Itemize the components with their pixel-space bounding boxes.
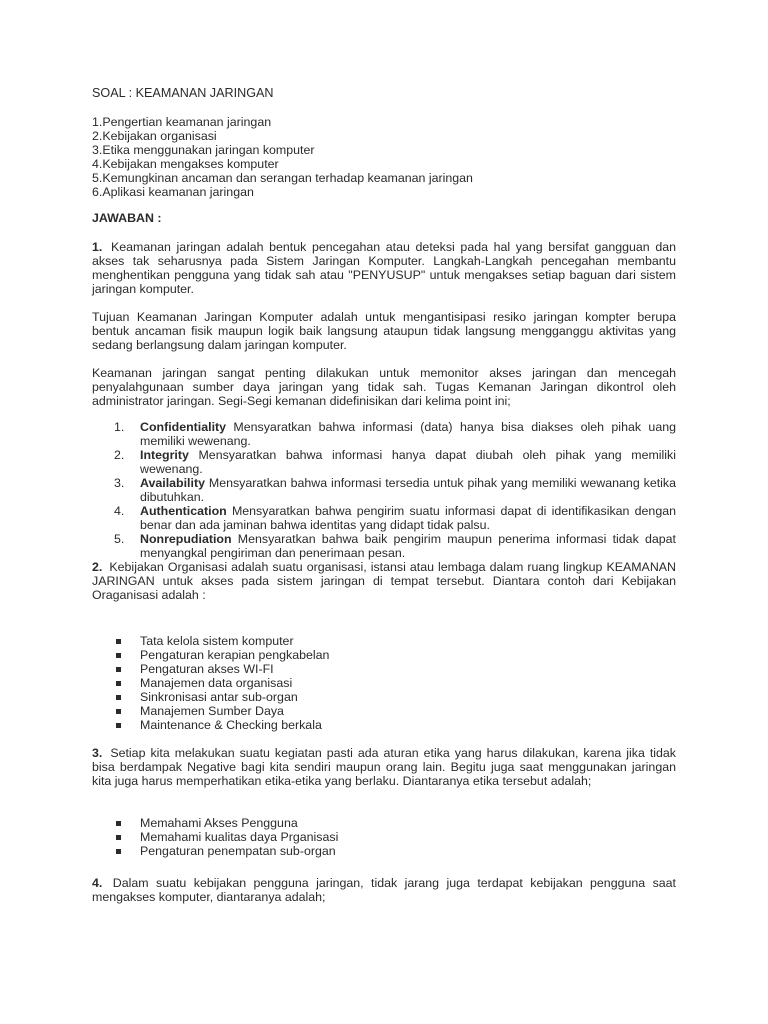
list-item: [92, 662, 676, 676]
bullet-icon: [116, 849, 121, 854]
list-item-text: Memahami kualitas daya Prganisasi: [140, 830, 339, 844]
aspect-description: Mensyaratkan bahwa informasi hanya dapat diubah oleh pihak yang memiliki wewenang.: [140, 448, 676, 476]
question-item: 4.Kebijakan mengakses komputer: [92, 157, 279, 171]
security-aspect-item: [92, 420, 676, 448]
answers-heading: JAWABAN :: [92, 211, 162, 225]
bullet-icon: [116, 681, 121, 686]
aspect-description: Mensyaratkan bahwa informasi (data) hanya bisa diakses oleh pihak uang memiliki wewenang.: [140, 420, 676, 448]
bullet-icon: [116, 821, 121, 826]
list-item-text: Pengaturan kerapian pengkabelan: [140, 648, 330, 662]
answer-number: 4.: [92, 876, 103, 890]
list-item-text: Memahami Akses Pengguna: [140, 816, 298, 830]
aspect-term: Integrity: [140, 448, 189, 462]
security-aspect-item: [92, 476, 676, 504]
bullet-icon: [116, 695, 121, 700]
document-title: SOAL : KEAMANAN JARINGAN: [92, 86, 274, 100]
list-item: [92, 634, 676, 648]
aspect-term: Confidentiality: [140, 420, 227, 434]
bullet-icon: [116, 835, 121, 840]
answer-4-paragraph: [92, 876, 676, 904]
aspect-term: Availability: [140, 476, 205, 490]
answer-1-paragraph-3: Keamanan jaringan sangat penting dilakukan untuk memonitor akses jaringan dan mencegah penyalahgunaan sumber daya jaringan yang tidak sah. Tugas Kemanan Jaringan dikontrol oleh administrator jaringan. Segi-Segi kemanan didefinisikan dari kelima point ini;: [92, 366, 676, 408]
question-item: 2.Kebijakan organisasi: [92, 129, 217, 143]
answer-text: Setiap kita melakukan suatu kegiatan pasti ada aturan etika yang harus dilakukan, karena jika tidak bisa berdampak Negative bagi kita sendiri maupun orang lain. Begitu juga saat menggunakan jaringan kita juga harus memperhatikan etika-etika yang berlaku. Diantaranya etika tersebut adalah;: [92, 746, 676, 788]
list-item-text: Manajemen Sumber Daya: [140, 704, 284, 718]
item-number: 5.: [114, 532, 125, 546]
security-aspect-item: [92, 532, 676, 560]
item-number: 4.: [114, 504, 125, 518]
bullet-icon: [116, 709, 121, 714]
answer-text: Dalam suatu kebijakan pengguna jaringan, tidak jarang juga terdapat kebijakan pengguna saat mengakses komputer, diantaranya adalah;: [92, 876, 676, 904]
aspect-term: Authentication: [140, 504, 227, 518]
aspect-description: Mensyaratkan bahwa pengirim suatu informasi dapat di identifikasikan dengan benar dan ada jaminan bahwa identitas yang didapt tidak palsu.: [140, 504, 676, 532]
organization-policy-list: [92, 634, 676, 732]
item-number: 3.: [114, 476, 125, 490]
answer-number: 3.: [92, 746, 103, 760]
answer-3-paragraph: [92, 746, 676, 788]
list-item: [92, 718, 676, 732]
question-item: 3.Etika menggunakan jaringan komputer: [92, 143, 315, 157]
list-item-text: Tata kelola sistem komputer: [140, 634, 294, 648]
list-item-text: Pengaturan penempatan sub-organ: [140, 844, 336, 858]
aspect-description: Mensyaratkan bahwa baik pengirim maupun penerima informasi tidak dapat menyangkal pengiriman dan penerimaan pesan.: [140, 532, 676, 560]
list-item-text: Maintenance & Checking berkala: [140, 718, 322, 732]
answer-1-paragraph-1: [92, 240, 676, 296]
document-page: [92, 86, 676, 918]
item-number: 2.: [114, 448, 125, 462]
item-number: 1.: [114, 420, 125, 434]
security-aspects-list: [92, 420, 676, 560]
list-item: [92, 676, 676, 690]
list-item: [92, 648, 676, 662]
bullet-icon: [116, 723, 121, 728]
bullet-icon: [116, 667, 121, 672]
answer-text: Keamanan jaringan adalah bentuk pencegahan atau deteksi pada hal yang bersifat gangguan dan akses tak seharusnya pada Sistem Jaringan Komputer. Langkah-Langkah pencegahan membantu menghentikan pengguna yang tidak sah atau "PENYUSUP" untuk mengakses setiap baguan dari sistem jaringan komputer.: [92, 240, 676, 296]
question-item: 6.Aplikasi keamanan jaringan: [92, 185, 254, 199]
network-ethics-list: [92, 816, 676, 858]
question-list: [92, 115, 676, 199]
list-item: [92, 704, 676, 718]
answer-text: Kebijakan Organisasi adalah suatu organisasi, istansi atau lembaga dalam ruang lingkup KEAMANAN JARINGAN untuk akses pada sistem jaringan di tempat tersebut. Diantara contoh dari Kebijakan Oraganisasi adalah :: [92, 560, 676, 602]
answer-number: 1.: [92, 240, 103, 254]
answer-1-paragraph-2: Tujuan Keamanan Jaringan Komputer adalah untuk mengantisipasi resiko jaringan kompter berupa bentuk ancaman fisik maupun logik baik langsung ataupun tidak langsung mengganggu aktivitas yang sedang berlangsung dalam jaringan komputer.: [92, 310, 676, 352]
list-item-text: Sinkronisasi antar sub-organ: [140, 690, 298, 704]
list-item-text: Pengaturan akses WI-FI: [140, 662, 274, 676]
list-item: [92, 844, 676, 858]
bullet-icon: [116, 653, 121, 658]
bullet-icon: [116, 639, 121, 644]
list-item: [92, 830, 676, 844]
aspect-description: Mensyaratkan bahwa informasi tersedia untuk pihak yang memiliki wewanang ketika dibutuhkan.: [140, 476, 676, 504]
question-item: 5.Kemungkinan ancaman dan serangan terhadap keamanan jaringan: [92, 171, 473, 185]
aspect-term: Nonrepudiation: [140, 532, 232, 546]
list-item: [92, 690, 676, 704]
answer-2-paragraph: [92, 560, 676, 602]
answer-number: 2.: [92, 560, 103, 574]
security-aspect-item: [92, 448, 676, 476]
list-item-text: Manajemen data organisasi: [140, 676, 293, 690]
question-item: 1.Pengertian keamanan jaringan: [92, 115, 272, 129]
security-aspect-item: [92, 504, 676, 532]
list-item: [92, 816, 676, 830]
